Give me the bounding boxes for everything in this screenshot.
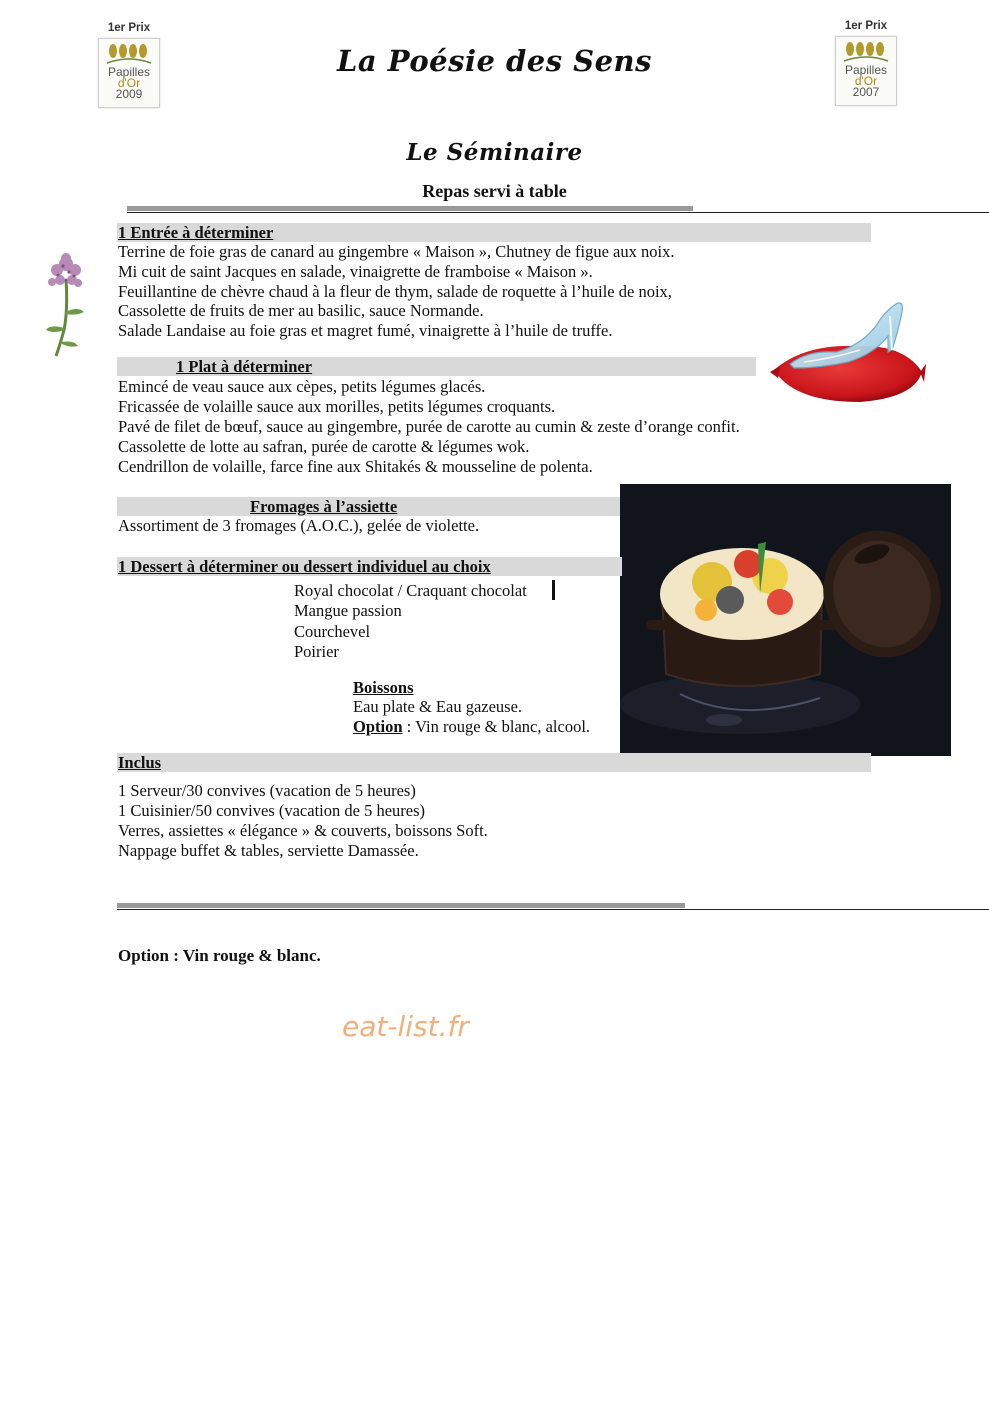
badge-prize: 1er Prix [844,20,888,32]
badge-prize: 1er Prix [107,22,151,34]
badge-line1: Papilles [107,65,151,79]
inclus-heading: Inclus [118,753,162,772]
plat-item: Fricassée de volaille sauce aux morilles, petits légumes croquants. [118,397,556,416]
plat-item: Cendrillon de volaille, farce fine aux Shitakés & mousseline de polenta. [118,457,593,476]
plat-item: Emincé de veau sauce aux cèpes, petits légumes glacés. [118,377,486,396]
entree-item: Cassolette de fruits de mer au basilic, sauce Normande. [118,301,484,320]
entree-heading: 1 Entrée à déterminer [118,223,274,242]
divider-thick [117,903,685,908]
cocotte-dish-photo [620,484,951,756]
inclus-heading-bar [117,753,871,772]
service-type: Repas servi à table [422,181,567,201]
plat-item: Cassolette de lotte au safran, purée de carotte & légumes wok. [118,437,530,456]
divider-thin [117,909,989,910]
option-text: : Vin rouge & blanc, alcool. [402,717,591,736]
boissons-option [353,717,590,737]
plat-heading: 1 Plat à déterminer [176,357,313,376]
text-cursor [552,580,555,600]
boissons-line: Eau plate & Eau gazeuse. [353,697,523,716]
brand-title: La Poésie des Sens [337,44,652,78]
entree-item: Mi cuit de saint Jacques en salade, vinaigrette de framboise « Maison ». [118,262,593,281]
dessert-item: Courchevel [294,622,371,641]
badge-line1: Papilles [844,63,888,77]
footer-option: Option : Vin rouge & blanc. [118,946,321,965]
dessert-item: Royal chocolat / Craquant chocolat [294,581,527,600]
option-label: Option [353,717,403,736]
entree-item: Terrine de foie gras de canard au gingembre « Maison », Chutney de figue aux noix. [118,242,675,261]
inclus-item: Nappage buffet & tables, serviette Damassée. [118,841,419,860]
plat-item: Pavé de filet de bœuf, sauce au gingembre, purée de carotte au cumin & zeste d’orange confit. [118,417,740,436]
badge-line2: d'Or [854,74,878,88]
glass-slipper-cushion-image [764,292,930,410]
thyme-flower-icon [38,250,94,360]
badge-line2: d'Or [117,76,141,90]
watermark: eat-list.fr [342,1010,469,1043]
inclus-item: 1 Cuisinier/50 convives (vacation de 5 heures) [118,801,425,820]
fromages-item: Assortiment de 3 fromages (A.O.C.), gelée de violette. [118,516,480,535]
dessert-heading: 1 Dessert à déterminer ou dessert individuel au choix [118,557,491,576]
fromages-heading: Fromages à l’assiette [250,497,398,516]
inclus-item: Verres, assiettes « élégance » & couverts, boissons Soft. [118,821,488,840]
entree-item: Feuillantine de chèvre chaud à la fleur de thym, salade de roquette à l’huile de noix, [118,282,672,301]
badge-year: 2009 [115,87,143,101]
inclus-item: 1 Serveur/30 convives (vacation de 5 heures) [118,781,416,800]
boissons-heading: Boissons [353,678,414,697]
divider-thick [127,206,693,211]
divider-thin [127,212,989,213]
dessert-item: Poirier [294,642,339,661]
page-subtitle: Le Séminaire [406,139,583,166]
badge-year: 2007 [852,85,880,99]
dessert-item: Mangue passion [294,601,402,620]
entree-item: Salade Landaise au foie gras et magret fumé, vinaigrette à l’huile de truffe. [118,321,613,340]
